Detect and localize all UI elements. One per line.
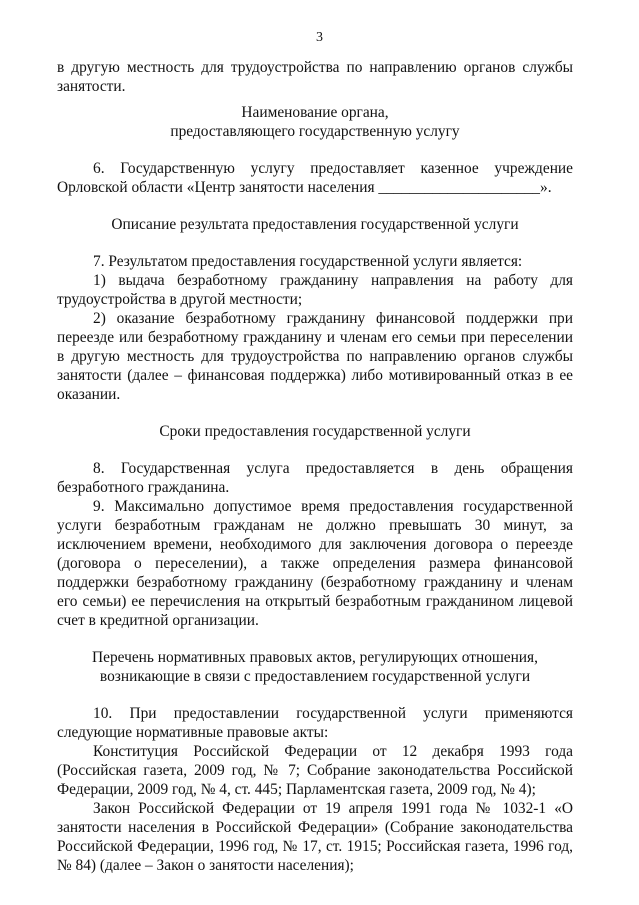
heading-line: Наименование органа, [241, 104, 389, 121]
heading-service-result [57, 215, 573, 234]
heading-service-terms [57, 422, 573, 441]
document-body [57, 58, 573, 875]
heading-line: возникающие в связи с предоставлением государственной услуги [99, 668, 531, 685]
paragraph-7-item-1: 1) выдача безработному гражданину направления на работу для трудоустройства в другой местности; [57, 272, 573, 308]
heading-line: Сроки предоставления государственной услуги [159, 423, 471, 440]
paragraph-7-item-2: 2) оказание безработному гражданину финансовой поддержки при переезде или безработному гражданину и членам его семьи при переселении в другую местность для трудоустройства по направлению органов службы занятости (далее – финансовая поддержка) либо мотивированный отказ в ее оказании. [57, 310, 573, 403]
paragraph-9: 9. Максимально допустимое время предоставления государственной услуги безработным гражданам не должно превышать 30 минут, за исключением времени, необходимого для заключения договора о переезде (договора о переселении), а также определения размера финансовой поддержки безработному гражданину (безработному гражданину и членам его семьи) ее перечисления на открытый безработным гражданином лицевой счет в кредитной организации. [57, 498, 573, 629]
legal-act-constitution: Конституция Российской Федерации от 12 декабря 1993 года (Российская газета, 2009 год, № 7; Собрание законодательства Российской Федерации, 2009 год, № 4, ст. 445; Парламентская газета, 2009 год, № 4); [57, 743, 573, 798]
paragraph-6: 6. Государственную услугу предоставляет казенное учреждение Орловской области «Центр занятости населения _____________________». [57, 160, 573, 196]
paragraph-relocation-continuation: в другую местность для трудоустройства по направлению органов службы занятости. [57, 59, 573, 95]
heading-legal-acts [57, 648, 573, 686]
page-number: 3 [316, 30, 323, 45]
heading-line: Описание результата предоставления государственной услуги [111, 216, 519, 233]
legal-act-employment-law: Закон Российской Федерации от 19 апреля 1991 года № 1032-1 «О занятости населения в Российской Федерации» (Собрание законодательства Российской Федерации, 1996 год, № 17, ст. 1915; Российская газета, 1996 год, № 84) (далее – Закон о занятости населения); [57, 800, 573, 874]
heading-service-authority [57, 103, 573, 141]
paragraph-7: 7. Результатом предоставления государственной услуги является: [93, 253, 523, 270]
paragraph-8: 8. Государственная услуга предоставляется в день обращения безработного гражданина. [57, 460, 573, 496]
paragraph-10: 10. При предоставлении государственной услуги применяются следующие нормативные правовые акты: [57, 705, 573, 741]
heading-line: Перечень нормативных правовых актов, регулирующих отношения, [92, 649, 538, 666]
heading-line: предоставляющего государственную услугу [170, 123, 460, 140]
